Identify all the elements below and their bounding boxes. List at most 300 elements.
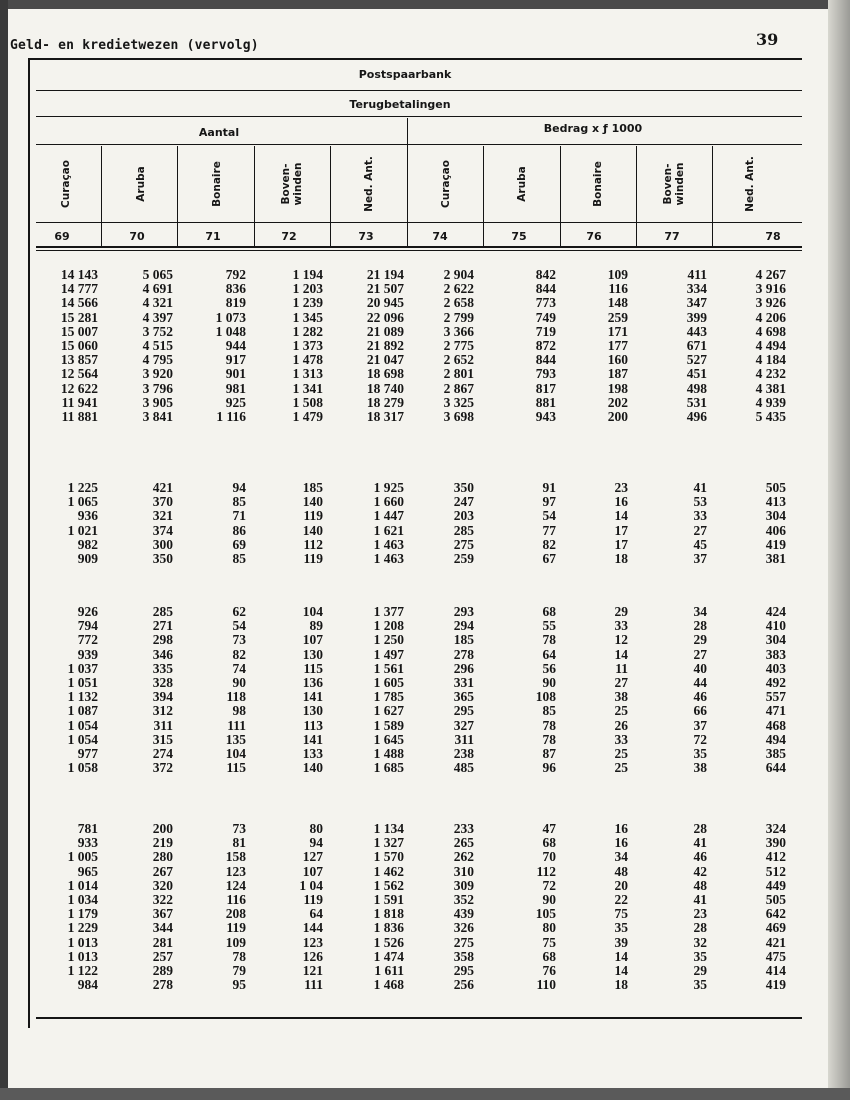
table-cell: 1 463: [373, 551, 404, 567]
table-cell: 4 795: [142, 352, 173, 368]
table-cell: 1 116: [216, 409, 246, 425]
table-cell: 1 132: [67, 689, 98, 705]
table-cell: 817: [535, 380, 556, 396]
column-block: [374, 481, 404, 566]
table-cell: 311: [153, 717, 173, 733]
table-cell: 140: [302, 760, 323, 776]
column-block: [536, 268, 556, 424]
table-cell: 256: [453, 977, 474, 993]
table-cell: 37: [693, 717, 707, 733]
table-cell: 160: [607, 352, 628, 368]
table-cell: 80: [309, 821, 323, 836]
column-number: 73: [358, 230, 374, 243]
table-cell: 42: [693, 863, 707, 879]
table-cell: 14: [614, 508, 628, 524]
table-cell: 352: [453, 892, 474, 908]
table-cell: 671: [686, 338, 707, 354]
table-cell: 94: [309, 835, 323, 851]
table-cell: 80: [542, 920, 556, 936]
header-postspaarbank: Postspaarbank: [358, 68, 452, 81]
table-cell: 406: [765, 522, 786, 538]
table-cell: 200: [607, 409, 628, 425]
column-block: [766, 481, 786, 566]
table-cell: 70: [542, 849, 556, 865]
table-cell: 3 841: [142, 409, 173, 425]
table-cell: 259: [607, 309, 628, 325]
header-terugbetalingen: Terugbetalingen: [349, 98, 451, 111]
table-cell: 18 317: [366, 409, 404, 425]
table-cell: 21 089: [366, 323, 404, 339]
table-cell: 370: [152, 494, 173, 510]
table-cell: 451: [686, 366, 707, 382]
table-cell: 793: [535, 366, 556, 382]
table-cell: 72: [693, 731, 707, 747]
header-rule-colnums-double-2: [36, 250, 802, 251]
table-cell: 21 892: [366, 338, 404, 354]
table-cell: 73: [232, 821, 246, 836]
table-cell: 4 397: [142, 309, 173, 325]
table-cell: 4 515: [142, 338, 173, 354]
table-cell: 37: [693, 551, 707, 567]
table-cell: 130: [302, 646, 323, 662]
aantal-bedrag-divider: [407, 118, 408, 248]
table-cell: 257: [152, 948, 173, 964]
header-rule-terugbetalingen: [36, 116, 802, 117]
table-cell: 73: [232, 632, 246, 648]
table-cell: 33: [614, 618, 628, 634]
table-cell: 1 474: [373, 948, 404, 964]
colsep-6: [483, 146, 484, 248]
table-cell: 312: [152, 703, 173, 719]
table-cell: 187: [607, 366, 628, 382]
table-cell: 1 785: [373, 689, 404, 705]
table-cell: 419: [765, 536, 786, 552]
table-cell: 3 796: [142, 380, 173, 396]
table-cell: 1 065: [67, 494, 98, 510]
table-cell: 94: [232, 480, 246, 495]
scan-page-edge: [828, 0, 850, 1100]
table-cell: 14 143: [60, 267, 98, 282]
table-cell: 185: [302, 480, 323, 495]
table-cell: 412: [765, 849, 786, 865]
table-cell: 12 622: [60, 380, 98, 396]
table-cell: 3 325: [443, 394, 474, 410]
table-cell: 844: [535, 281, 556, 297]
table-cell: 136: [302, 675, 323, 691]
table-cell: 28: [693, 618, 707, 634]
table-cell: 984: [77, 977, 98, 993]
table-cell: 123: [225, 863, 246, 879]
table-cell: 79: [232, 963, 246, 979]
column-header-aantal-curacao: Curaçao: [60, 160, 72, 208]
table-cell: 78: [232, 948, 246, 964]
table-cell: 449: [765, 877, 786, 893]
table-cell: 315: [152, 731, 173, 747]
table-cell: 1 591: [373, 892, 404, 908]
table-cell: 1 327: [373, 835, 404, 851]
table-cell: 2 658: [443, 295, 474, 311]
table-cell: 119: [303, 892, 323, 908]
table-cell: 27: [693, 646, 707, 662]
table-cell: 505: [765, 480, 786, 495]
table-cell: 749: [535, 309, 556, 325]
table-cell: 18 740: [366, 380, 404, 396]
table-cell: 97: [542, 494, 556, 510]
table-cell: 1 570: [373, 849, 404, 865]
table-cell: 943: [535, 409, 556, 425]
table-cell: 233: [453, 821, 474, 836]
column-block: [454, 822, 474, 992]
table-cell: 324: [765, 821, 786, 836]
table-cell: 135: [225, 731, 246, 747]
table-cell: 123: [302, 934, 323, 950]
table-cell: 383: [765, 646, 786, 662]
table-cell: 200: [152, 821, 173, 836]
table-cell: 4 939: [755, 394, 786, 410]
column-block: [687, 268, 707, 424]
table-cell: 115: [226, 760, 246, 776]
table-cell: 280: [152, 849, 173, 865]
table-cell: 262: [453, 849, 474, 865]
table-cell: 294: [453, 618, 474, 634]
column-block: [61, 268, 98, 424]
table-cell: 933: [77, 835, 98, 851]
table-cell: 109: [225, 934, 246, 950]
column-header-bedrag-aruba: Aruba: [516, 166, 528, 202]
table-cell: 177: [607, 338, 628, 354]
table-cell: 104: [225, 746, 246, 762]
table-cell: 41: [693, 892, 707, 908]
table-cell: 1 836: [373, 920, 404, 936]
table-cell: 111: [304, 977, 323, 993]
column-block: [694, 822, 708, 992]
table-cell: 98: [232, 703, 246, 719]
table-cell: 33: [693, 508, 707, 524]
table-cell: 112: [536, 863, 556, 879]
table-cell: 14 566: [60, 295, 98, 311]
table-cell: 4 698: [755, 323, 786, 339]
table-cell: 64: [309, 906, 323, 922]
table-cell: 72: [542, 877, 556, 893]
table-cell: 1 561: [373, 660, 404, 676]
table-cell: 18: [614, 551, 628, 567]
table-cell: 185: [453, 632, 474, 648]
table-cell: 81: [232, 835, 246, 851]
table-cell: 1 04: [299, 877, 323, 893]
table-cell: 126: [302, 948, 323, 964]
table-cell: 1 013: [67, 934, 98, 950]
table-cell: 1 282: [292, 323, 323, 339]
column-block: [68, 481, 98, 566]
table-cell: 87: [542, 746, 556, 762]
table-cell: 144: [302, 920, 323, 936]
table-cell: 25: [614, 703, 628, 719]
table-cell: 1 051: [67, 675, 98, 691]
table-cell: 15 281: [60, 309, 98, 325]
column-block: [615, 822, 629, 992]
table-cell: 17: [614, 536, 628, 552]
table-cell: 1 526: [373, 934, 404, 950]
table-cell: 48: [614, 863, 628, 879]
table-cell: 344: [152, 920, 173, 936]
table-cell: 644: [765, 760, 786, 776]
table-cell: 91: [542, 480, 556, 495]
table-cell: 293: [453, 604, 474, 619]
table-cell: 350: [453, 480, 474, 495]
table-cell: 90: [232, 675, 246, 691]
table-cell: 347: [686, 295, 707, 311]
table-cell: 22 096: [366, 309, 404, 325]
table-cell: 107: [302, 863, 323, 879]
table-cell: 531: [686, 394, 707, 410]
table-cell: 881: [535, 394, 556, 410]
table-cell: 792: [225, 267, 246, 282]
table-cell: 141: [302, 689, 323, 705]
table-cell: 121: [302, 963, 323, 979]
table-cell: 772: [77, 632, 98, 648]
table-cell: 278: [152, 977, 173, 993]
table-cell: 4 381: [755, 380, 786, 396]
table-cell: 203: [453, 508, 474, 524]
column-number: 74: [432, 230, 448, 243]
table-cell: 424: [765, 604, 786, 619]
table-cell: 381: [765, 551, 786, 567]
table-cell: 1 447: [373, 508, 404, 524]
table-cell: 1 229: [67, 920, 98, 936]
table-cell: 298: [152, 632, 173, 648]
table-cell: 1 005: [67, 849, 98, 865]
table-cell: 917: [225, 352, 246, 368]
table-cell: 40: [693, 660, 707, 676]
table-cell: 1 313: [292, 366, 323, 382]
table-cell: 469: [765, 920, 786, 936]
table-cell: 18 698: [366, 366, 404, 382]
table-cell: 4 232: [755, 366, 786, 382]
table-cell: 69: [232, 536, 246, 552]
table-cell: 443: [686, 323, 707, 339]
column-block: [153, 605, 173, 775]
table-cell: 494: [765, 731, 786, 747]
table-cell: 27: [693, 522, 707, 538]
table-cell: 327: [453, 717, 474, 733]
table-cell: 76: [542, 963, 556, 979]
table-cell: 67: [542, 551, 556, 567]
table-cell: 85: [232, 494, 246, 510]
table-cell: 1 208: [373, 618, 404, 634]
colsep-9: [712, 146, 713, 248]
table-cell: 1 014: [67, 877, 98, 893]
table-cell: 322: [152, 892, 173, 908]
table-cell: 74: [232, 660, 246, 676]
table-cell: 38: [614, 689, 628, 705]
table-cell: 1 021: [67, 522, 98, 538]
column-block: [153, 481, 173, 566]
table-cell: 3 916: [755, 281, 786, 297]
table-cell: 75: [614, 906, 628, 922]
column-block: [454, 605, 474, 775]
table-cell: 335: [152, 660, 173, 676]
table-cell: 68: [542, 948, 556, 964]
column-block: [233, 481, 247, 566]
column-number: 78: [765, 230, 781, 243]
column-block: [444, 268, 474, 424]
table-cell: 34: [614, 849, 628, 865]
table-cell: 78: [542, 632, 556, 648]
table-cell: 1 054: [67, 717, 98, 733]
table-cell: 46: [693, 849, 707, 865]
column-block: [374, 605, 404, 775]
table-cell: 66: [693, 703, 707, 719]
table-cell: 140: [302, 494, 323, 510]
table-cell: 21 194: [366, 267, 404, 282]
table-cell: 981: [225, 380, 246, 396]
table-cell: 311: [454, 731, 474, 747]
table-cell: 419: [765, 977, 786, 993]
table-cell: 1 054: [67, 731, 98, 747]
column-block: [293, 268, 323, 424]
table-cell: 642: [765, 906, 786, 922]
table-cell: 320: [152, 877, 173, 893]
table-cell: 2 801: [443, 366, 474, 382]
table-cell: 492: [765, 675, 786, 691]
table-cell: 56: [542, 660, 556, 676]
table-cell: 1 179: [67, 906, 98, 922]
column-block: [543, 481, 557, 566]
table-cell: 85: [232, 551, 246, 567]
table-cell: 411: [687, 267, 707, 282]
table-cell: 498: [686, 380, 707, 396]
column-block: [68, 822, 98, 992]
table-cell: 71: [232, 508, 246, 524]
table-cell: 390: [765, 835, 786, 851]
table-cell: 936: [77, 508, 98, 524]
table-cell: 1 611: [374, 963, 404, 979]
table-cell: 25: [614, 746, 628, 762]
table-cell: 54: [232, 618, 246, 634]
table-cell: 55: [542, 618, 556, 634]
table-cell: 148: [607, 295, 628, 311]
table-cell: 14: [614, 948, 628, 964]
header-rule-aantal-bedrag: [36, 144, 802, 145]
column-block: [226, 822, 246, 992]
table-cell: 794: [77, 618, 98, 634]
column-block: [303, 481, 323, 566]
table-cell: 113: [303, 717, 323, 733]
column-block: [454, 481, 474, 566]
table-cell: 267: [152, 863, 173, 879]
table-cell: 198: [607, 380, 628, 396]
table-cell: 27: [614, 675, 628, 691]
table-cell: 110: [536, 977, 556, 993]
table-cell: 304: [765, 508, 786, 524]
table-cell: 4 267: [755, 267, 786, 282]
table-cell: 909: [77, 551, 98, 567]
table-cell: 77: [542, 522, 556, 538]
table-cell: 46: [693, 689, 707, 705]
column-block: [536, 822, 556, 992]
column-header-aantal-bovenwinden: Boven- winden: [280, 162, 304, 206]
column-header-bedrag-curacao: Curaçao: [440, 160, 452, 208]
column-block: [374, 822, 404, 992]
table-cell: 439: [453, 906, 474, 922]
table-cell: 1 345: [292, 309, 323, 325]
table-cell: 944: [225, 338, 246, 354]
table-cell: 29: [614, 604, 628, 619]
table-cell: 1 685: [373, 760, 404, 776]
table-cell: 118: [226, 689, 246, 705]
table-cell: 1 203: [292, 281, 323, 297]
table-cell: 130: [302, 703, 323, 719]
table-cell: 14: [614, 963, 628, 979]
table-cell: 44: [693, 675, 707, 691]
table-cell: 16: [614, 494, 628, 510]
table-cell: 374: [152, 522, 173, 538]
column-block: [615, 605, 629, 775]
table-cell: 89: [309, 618, 323, 634]
table-cell: 2 622: [443, 281, 474, 297]
table-cell: 844: [535, 352, 556, 368]
table-cell: 18: [614, 977, 628, 993]
table-cell: 326: [453, 920, 474, 936]
table-cell: 285: [152, 604, 173, 619]
table-cell: 309: [453, 877, 474, 893]
column-header-aantal-aruba: Aruba: [135, 166, 147, 202]
table-cell: 54: [542, 508, 556, 524]
column-header-bedrag-bonaire: Bonaire: [592, 161, 604, 207]
table-cell: 557: [765, 689, 786, 705]
table-cell: 3 920: [142, 366, 173, 382]
column-header-aantal-bonaire: Bonaire: [211, 161, 223, 207]
table-cell: 421: [152, 480, 173, 495]
table-cell: 965: [77, 863, 98, 879]
column-block: [694, 481, 708, 566]
table-cell: 39: [614, 934, 628, 950]
table-cell: 1 660: [373, 494, 404, 510]
table-cell: 527: [686, 352, 707, 368]
table-cell: 41: [693, 835, 707, 851]
table-cell: 836: [225, 281, 246, 297]
table-cell: 14 777: [60, 281, 98, 297]
table-cell: 2 775: [443, 338, 474, 354]
table-cell: 12 564: [60, 366, 98, 382]
table-cell: 35: [693, 746, 707, 762]
table-cell: 300: [152, 536, 173, 552]
table-cell: 819: [225, 295, 246, 311]
table-cell: 281: [152, 934, 173, 950]
colsep-8: [636, 146, 637, 248]
table-cell: 25: [614, 760, 628, 776]
table-cell: 1 341: [292, 380, 323, 396]
table-cell: 1 468: [373, 977, 404, 993]
table-cell: 82: [232, 646, 246, 662]
table-cell: 78: [542, 731, 556, 747]
table-bottom-rule: [36, 1017, 802, 1019]
table-cell: 414: [765, 963, 786, 979]
table-cell: 1 462: [373, 863, 404, 879]
table-cell: 208: [225, 906, 246, 922]
table-cell: 289: [152, 963, 173, 979]
table-cell: 295: [453, 963, 474, 979]
table-cell: 96: [542, 760, 556, 776]
table-cell: 238: [453, 746, 474, 762]
table-cell: 275: [453, 536, 474, 552]
table-cell: 3 698: [443, 409, 474, 425]
header-rule-columns: [36, 222, 802, 223]
table-cell: 119: [226, 920, 246, 936]
table-cell: 35: [693, 977, 707, 993]
table-cell: 5 065: [142, 267, 173, 282]
column-block: [226, 605, 246, 775]
